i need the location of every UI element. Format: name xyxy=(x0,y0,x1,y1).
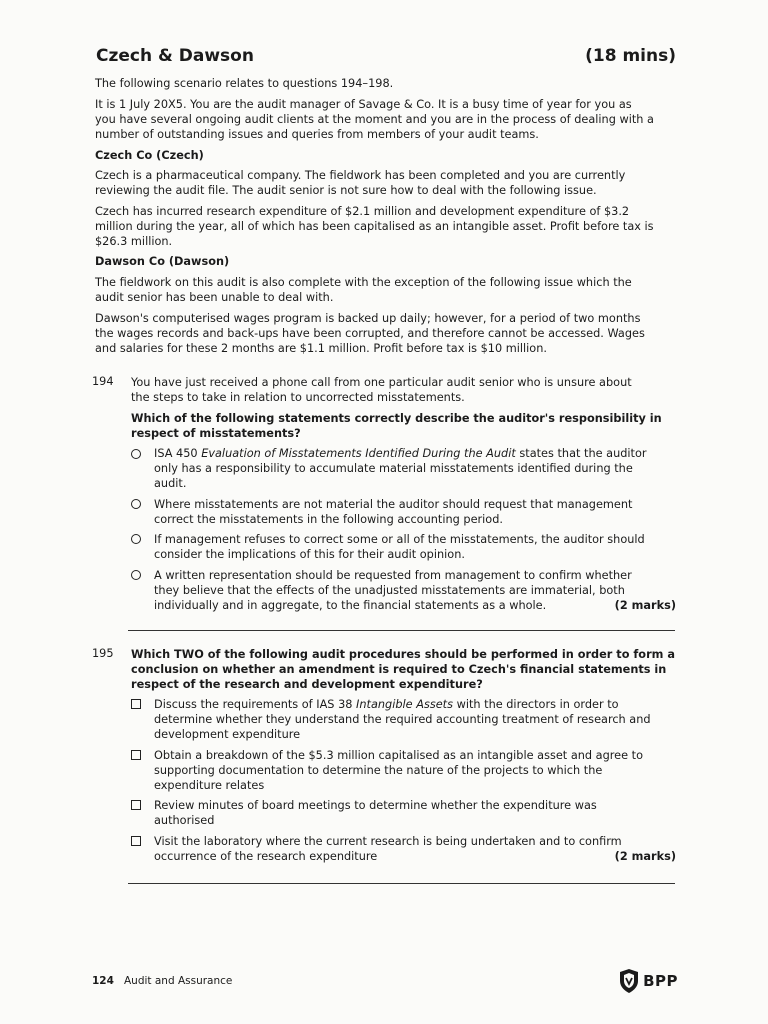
czech-para-2-line-2: million during the year, all of which has been capitalised as an intangible asset. Profit before tax is xyxy=(95,220,654,233)
option-194-c-line-2: consider the implications of this for their audit opinion. xyxy=(154,548,465,561)
divider xyxy=(128,630,675,631)
option-195-a-standard-title: Intangible Assets xyxy=(356,698,453,711)
option-195-c-checkbox[interactable] xyxy=(131,800,141,810)
intro-line-1: The following scenario relates to questions 194–198. xyxy=(95,77,394,90)
option-194-b-line-2: correct the misstatements in the following accounting period. xyxy=(154,513,503,526)
czech-para-1-line-1: Czech is a pharmaceutical company. The fieldwork has been completed and you are currently xyxy=(95,169,626,182)
time-allowance: (18 mins) xyxy=(585,46,676,66)
czech-para-2-line-3: $26.3 million. xyxy=(95,235,173,248)
question-194-stem-line-1: Which of the following statements correctly describe the auditor's responsibility in xyxy=(131,412,662,425)
divider xyxy=(128,883,675,884)
option-194-d-radio[interactable] xyxy=(131,570,141,580)
option-194-a-line-1 xyxy=(154,446,674,461)
czech-para-2-line-1: Czech has incurred research expenditure of $2.1 million and development expenditure of $3.2 xyxy=(95,205,630,218)
dawson-para-1-line-2: audit senior has been unable to deal with. xyxy=(95,291,334,304)
option-194-a-line-3: audit. xyxy=(154,477,187,490)
option-195-d-line-2: occurrence of the research expenditure xyxy=(154,850,378,863)
option-195-a-suffix: with the directors in order to xyxy=(452,698,619,711)
option-194-d-line-2: they believe that the effects of the unadjusted misstatements are immaterial, both xyxy=(154,584,625,597)
option-195-a-prefix: Discuss the requirements of IAS 38 xyxy=(154,698,357,711)
option-194-a-standard-title: Evaluation of Misstatements Identified During the Audit xyxy=(201,447,516,460)
czech-heading: Czech Co (Czech) xyxy=(95,149,204,162)
question-194-number: 194 xyxy=(92,375,114,388)
option-194-a-prefix: ISA 450 xyxy=(154,447,202,460)
option-194-a-line-2: only has a responsibility to accumulate material misstatements identified during the xyxy=(154,462,633,475)
option-194-d-line-3: individually and in aggregate, to the financial statements as a whole. xyxy=(154,599,547,612)
option-194-b-radio[interactable] xyxy=(131,499,141,509)
option-195-a-line-2: determine whether they understand the required accounting treatment of research and xyxy=(154,713,651,726)
dawson-para-1-line-1: The fieldwork on this audit is also complete with the exception of the following issue which the xyxy=(95,276,632,289)
option-194-d-line-1: A written representation should be requested from management to confirm whether xyxy=(154,569,632,582)
option-195-d-checkbox[interactable] xyxy=(131,836,141,846)
question-195-stem-line-2: conclusion on whether an amendment is required to Czech's financial statements in xyxy=(131,663,667,676)
brand-name: BPP xyxy=(643,972,678,990)
option-194-c-radio[interactable] xyxy=(131,534,141,544)
page-title: Czech & Dawson xyxy=(96,46,254,66)
dawson-heading: Dawson Co (Dawson) xyxy=(95,255,230,268)
intro-line-4: number of outstanding issues and queries from members of your audit teams. xyxy=(95,128,539,141)
question-194-marks: (2 marks) xyxy=(614,599,676,612)
question-195-number: 195 xyxy=(92,647,114,660)
option-194-a-radio[interactable] xyxy=(131,449,141,459)
dawson-para-2-line-3: and salaries for these 2 months are $1.1 million. Profit before tax is $10 million. xyxy=(95,342,547,355)
option-194-c-line-1: If management refuses to correct some or all of the misstatements, the auditor should xyxy=(154,533,645,546)
bpp-logo xyxy=(618,968,678,994)
question-195-stem-line-3: respect of the research and development expenditure? xyxy=(131,678,483,691)
option-195-a-checkbox[interactable] xyxy=(131,699,141,709)
option-194-b-line-1: Where misstatements are not material the auditor should request that management xyxy=(154,498,633,511)
lion-shield-icon xyxy=(618,968,640,994)
option-195-b-line-3: expenditure relates xyxy=(154,779,265,792)
option-195-d-line-1: Visit the laboratory where the current research is being undertaken and to confirm xyxy=(154,835,622,848)
option-195-b-checkbox[interactable] xyxy=(131,750,141,760)
option-195-a-line-3: development expenditure xyxy=(154,728,301,741)
question-194-intro-line-2: the steps to take in relation to uncorrected misstatements. xyxy=(131,391,465,404)
option-195-c-line-2: authorised xyxy=(154,814,215,827)
intro-line-3: you have several ongoing audit clients at the moment and you are in the process of dealing with a xyxy=(95,113,654,126)
option-195-c-line-1: Review minutes of board meetings to determine whether the expenditure was xyxy=(154,799,597,812)
question-195-stem-line-1: Which TWO of the following audit procedures should be performed in order to form a xyxy=(131,648,675,661)
page-number: 124 xyxy=(92,975,114,987)
dawson-para-2-line-1: Dawson's computerised wages program is backed up daily; however, for a period of two months xyxy=(95,312,641,325)
option-195-a-line-1 xyxy=(154,697,674,712)
option-195-b-line-2: supporting documentation to determine the nature of the projects to which the xyxy=(154,764,603,777)
intro-line-2: It is 1 July 20X5. You are the audit manager of Savage & Co. It is a busy time of year for you as xyxy=(95,98,632,111)
question-194-intro-line-1: You have just received a phone call from one particular audit senior who is unsure about xyxy=(131,376,632,389)
czech-para-1-line-2: reviewing the audit file. The audit senior is not sure how to deal with the following issue. xyxy=(95,184,597,197)
book-title: Audit and Assurance xyxy=(124,975,233,987)
option-195-b-line-1: Obtain a breakdown of the $5.3 million capitalised as an intangible asset and agree to xyxy=(154,749,643,762)
dawson-para-2-line-2: the wages records and back-ups have been corrupted, and therefore cannot be accessed. Wages xyxy=(95,327,645,340)
option-194-a-suffix: states that the auditor xyxy=(515,447,647,460)
question-195-marks: (2 marks) xyxy=(614,850,676,863)
question-194-stem-line-2: respect of misstatements? xyxy=(131,427,301,440)
